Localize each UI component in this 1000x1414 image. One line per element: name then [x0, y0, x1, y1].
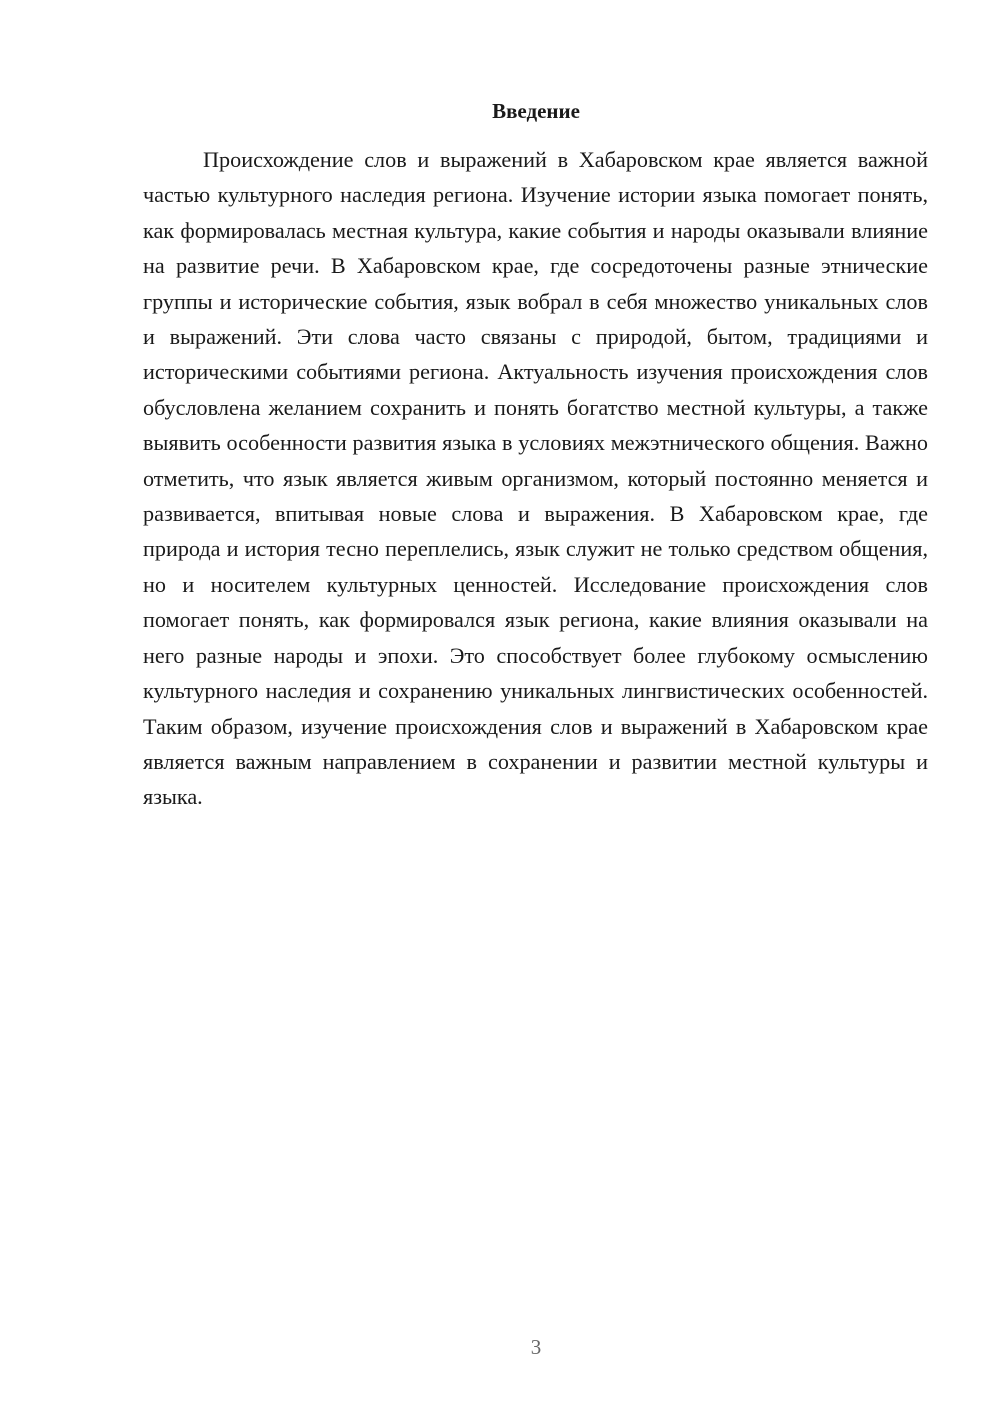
- body-paragraph: Происхождение слов и выражений в Хабаровском крае является важной частью культурного наследия региона. Изучение истории языка помогает понять, как формировалась местная культура, какие события и народы оказывали влияние на развитие речи. В Хабаровском крае, где сосредоточены разные этнические группы и исторические события, язык вобрал в себя множество уникальных слов и выражений. Эти слова часто связаны с природой, бытом, традициями и историческими событиями региона. Актуальность изучения происхождения слов обусловлена желанием сохранить и понять богатство местной культуры, а также выявить особенности развития языка в условиях межэтнического общения. Важно отметить, что язык является живым организмом, который постоянно меняется и развивается, впитывая новые слова и выражения. В Хабаровском крае, где природа и история тесно переплелись, язык служит не только средством общения, но и носителем культурных ценностей. Исследование происхождения слов помогает понять, как формировался язык региона, какие влияния оказывали на него разные народы и эпохи. Это способствует более глубокому осмыслению культурного наследия и сохранению уникальных лингвистических особенностей. Таким образом, изучение происхождения слов и выражений в Хабаровском крае является важным направлением в сохранении и развитии местной культуры и языка.: [143, 147, 928, 810]
- page-title: Введение: [492, 99, 580, 123]
- page-number: 3: [530, 1335, 542, 1359]
